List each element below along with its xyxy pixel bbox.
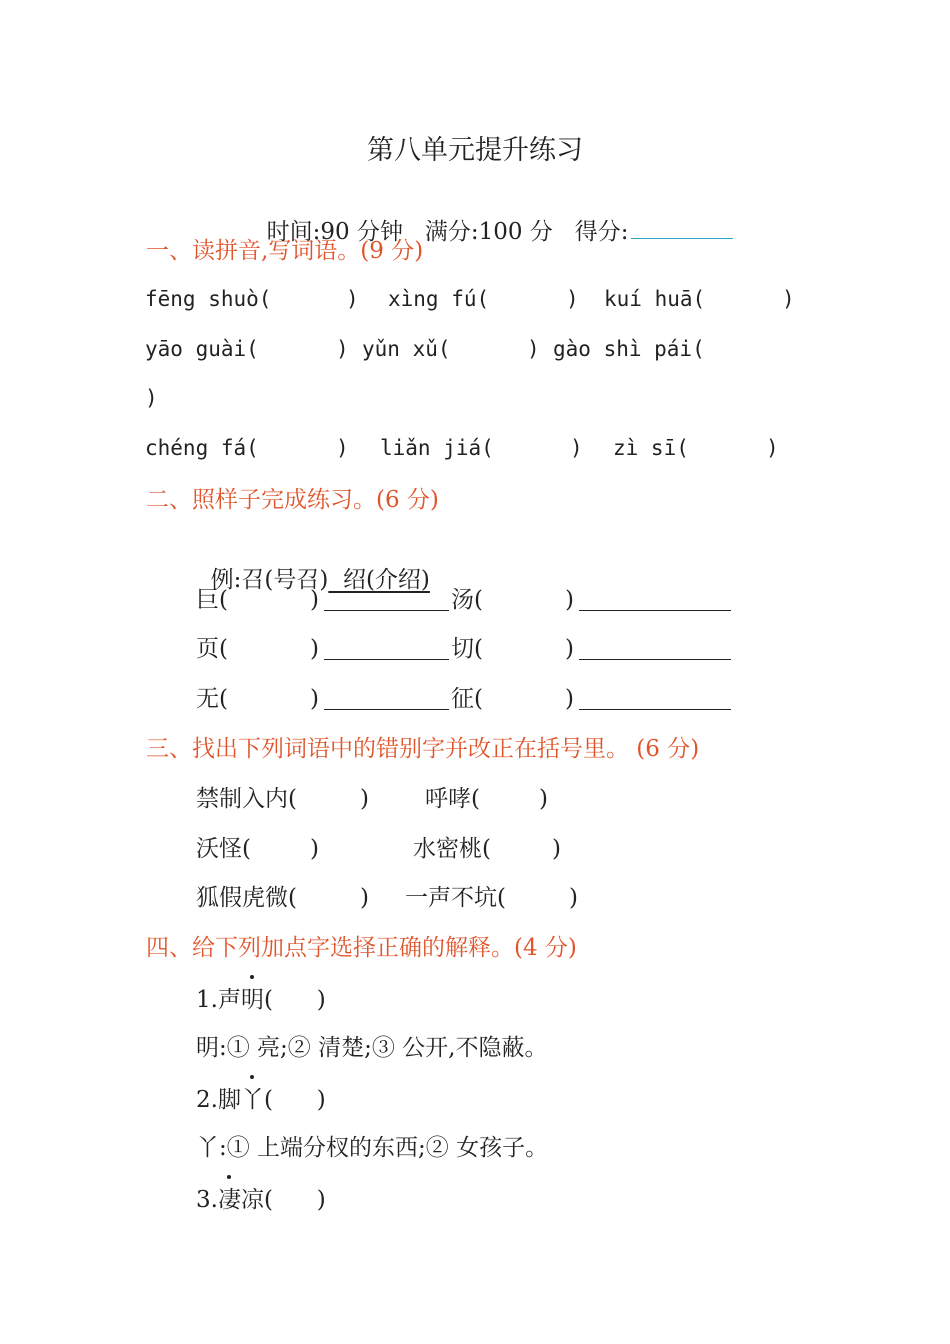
pinyin-item: liǎn jiá( (380, 436, 494, 460)
question-2 (196, 1085, 326, 1115)
question-3-prefix: 3. (196, 1187, 218, 1213)
example-text: 例:召(号召) (210, 567, 329, 593)
word-char: 汤( (451, 587, 483, 613)
word-char: 征( (451, 686, 483, 712)
word-close: ) (310, 587, 319, 613)
typo-close: ) (360, 786, 369, 812)
word-close: ) (565, 636, 574, 662)
word-close: ) (310, 636, 319, 662)
pinyin-close: ) (336, 436, 349, 460)
word-char: 巨( (196, 587, 228, 613)
pinyin-item: gào shì pái( (553, 337, 705, 361)
pinyin-item: zì sī( (613, 436, 689, 460)
dotted-char: 凄 (217, 1187, 241, 1213)
pinyin-close: ) (566, 287, 579, 311)
typo-word: 水密桃( (413, 836, 491, 862)
typo-word: 禁制入内( (196, 786, 297, 812)
answer-blank[interactable] (324, 637, 449, 660)
pinyin-close: ) (336, 337, 349, 361)
typo-close: ) (360, 885, 369, 911)
page-title: 第八单元提升练习 (367, 135, 583, 166)
score-blank[interactable] (631, 216, 733, 239)
time-limit: 时间:90 分钟 (266, 219, 403, 245)
typo-word: 沃怪( (196, 836, 251, 862)
section-2-heading: 二、照样子完成练习。(6 分) (146, 487, 439, 513)
pinyin-item: chéng fá( (145, 436, 259, 460)
answer-blank[interactable] (324, 588, 449, 611)
typo-word: 狐假虎微( (196, 885, 297, 911)
pinyin-close: ) (145, 386, 158, 410)
pinyin-item: kuí huā( (604, 287, 706, 311)
pinyin-close: ) (346, 287, 359, 311)
question-3 (196, 1185, 326, 1215)
answer-blank[interactable] (579, 637, 731, 660)
question-1-bracket: ( ) (263, 987, 326, 1013)
word-close: ) (310, 686, 319, 712)
typo-close: ) (552, 836, 561, 862)
example-answer: 绍(介绍) (328, 567, 430, 593)
answer-blank[interactable] (324, 687, 449, 710)
pinyin-item: yǔn xǔ( (362, 337, 451, 361)
question-3-bracket: 凉( ) (240, 1187, 326, 1213)
answer-blank[interactable] (579, 687, 731, 710)
pinyin-item: fēng shuò( (145, 287, 272, 311)
word-char: 页( (196, 636, 228, 662)
pinyin-close: ) (766, 436, 779, 460)
word-close: ) (565, 686, 574, 712)
pinyin-close: ) (570, 436, 583, 460)
word-close: ) (565, 587, 574, 613)
question-1 (196, 985, 326, 1015)
typo-close: ) (310, 836, 319, 862)
typo-word: 一声不坑( (405, 885, 506, 911)
typo-word: 呼哮( (425, 786, 480, 812)
question-2-options: 丫:① 上端分杈的东西;② 女孩子。 (196, 1135, 549, 1161)
word-char: 无( (196, 686, 228, 712)
score-label: 得分: (574, 219, 629, 245)
question-2-bracket: ( ) (263, 1087, 326, 1113)
answer-blank[interactable] (579, 588, 731, 611)
section-3-heading: 三、找出下列词语中的错别字并改正在括号里。 (6 分) (146, 736, 700, 762)
question-1-options: 明:① 亮;② 清楚;③ 公开,不隐蔽。 (196, 1035, 548, 1061)
pinyin-close: ) (527, 337, 540, 361)
pinyin-item: xìng fú( (388, 287, 490, 311)
dotted-char: 丫 (240, 1087, 264, 1113)
pinyin-close: ) (782, 287, 795, 311)
dotted-char: 明 (240, 987, 264, 1013)
section-1-heading: 一、读拼音,写词语。(9 分) (146, 238, 424, 264)
question-1-prefix: 1.声 (196, 987, 241, 1013)
question-2-prefix: 2.脚 (196, 1087, 241, 1113)
typo-close: ) (539, 786, 548, 812)
section-4-heading: 四、给下列加点字选择正确的解释。(4 分) (146, 935, 577, 961)
typo-close: ) (569, 885, 578, 911)
pinyin-item: yāo guài( (145, 337, 259, 361)
full-score: 满分:100 分 (424, 219, 553, 245)
word-char: 切( (451, 636, 483, 662)
